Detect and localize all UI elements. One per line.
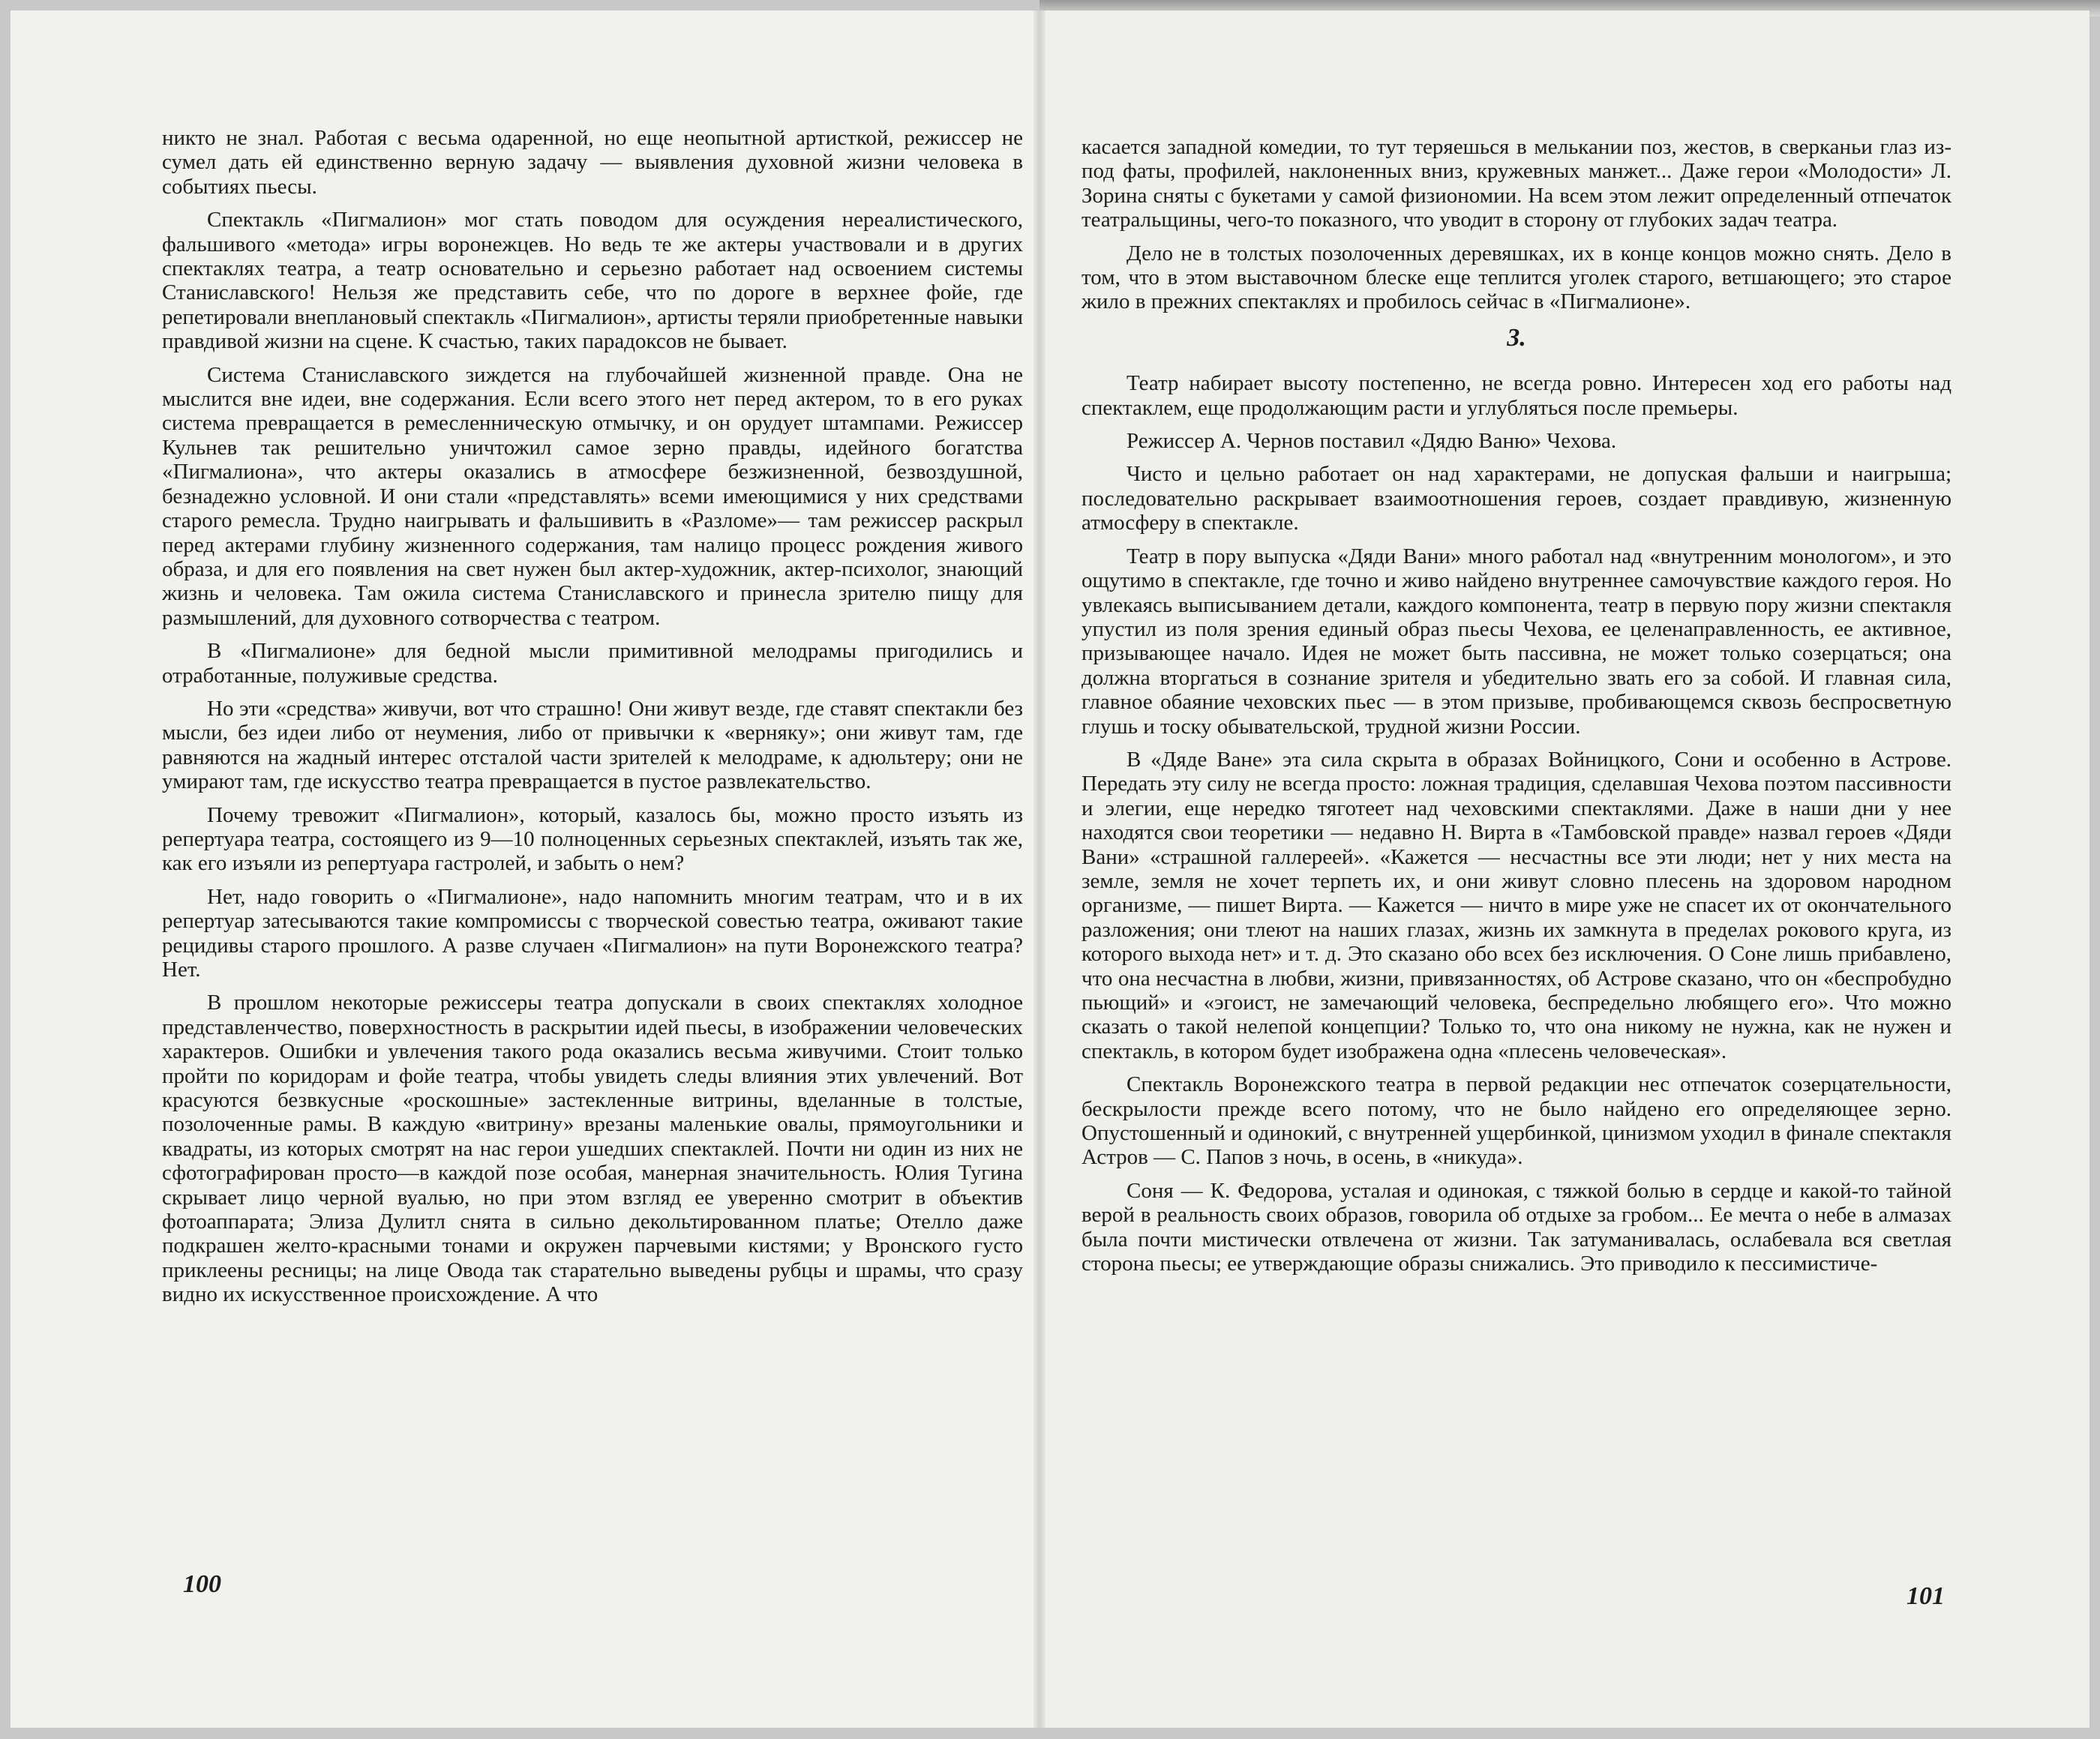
section-number: 3. [1507, 323, 1526, 352]
paragraph: Чисто и цельно работает он над характерами, не допуская фальши и наигрыша; последовательно раскрывает взаимоотношения героев, создает правдивую, жизненную атмосферу в спектакле. [1082, 462, 1952, 535]
paragraph: Дело не в толстых позолоченных деревяшках, их в конце концов можно снять. Дело в том, что в этом выставочном блеске еще теплится уголек старого, ветшающего; это старое жило в прежних спектаклях и пробилось сейчас в «Пигмалионе». [1082, 241, 1952, 314]
paragraph: Театр набирает высоту постепенно, не всегда ровно. Интересен ход его работы над спектаклем, еще продолжающим расти и углубляться после премьеры. [1082, 371, 1952, 420]
paragraph: касается западной комедии, то тут теряешься в мелькании поз, жестов, в сверканьи глаз из-под фаты, профилей, наклоненных вниз, кружевных манжет... Даже герои «Молодости» Л. Зорина сняты с букетами у самой физиономии. На всем этом лежит определенный отпечаток театральщины, чего-то показного, что уводит в сторону от глубоких задач театра. [1082, 135, 1952, 232]
paragraph: никто не знал. Работая с весьма одаренной, но еще неопытной артисткой, режиссер не сумел дать ей единственно верную задачу — выявления духовной жизни человека в событиях пьесы. [162, 126, 1023, 199]
page-number-left: 100 [183, 1570, 221, 1598]
book-gutter [1034, 10, 1046, 1728]
paragraph: В «Дяде Ване» эта сила скрыта в образах Войницкого, Сони и особенно в Астрове. Передать эту силу не всегда просто: ложная традиция, сделавшая Чехова поэтом пассивности и элегии, еще нередко тяготеет над чеховскими спектаклями. Даже в наши дни у нее находятся свои теоретики — недавно Н. Вирта в «Тамбовской правде» назвал героев «Дяди Вани» «страшной галлереей». «Кажется — несчастны все эти люди; нет у них места на земле, земля не хочет терпеть их, и они живут словно плесень на здоровом народном организме, — пишет Вирта. — Кажется — ничто в мире уже не спасет их от окончательного разложения; они тлеют на наших глазах, жизнь их замкнута в пределах рокового круга, из которого выхода нет» и т. д. Это сказано обо всех без исключения. О Соне лишь прибавлено, что она несчастна в любви, жизни, привязанностях, об Астрове сказано, что он «беспробудно пьющий» и «эгоист, не замечающий человека, беспредельно любящего его». Что можно сказать о такой нелепой концепции? Только то, что она никому не нужна, как не нужен и спектакль, в котором будет изображена одна «плесень человеческая». [1082, 747, 1952, 1063]
page-number-right: 101 [1906, 1582, 1945, 1610]
paragraph: В «Пигмалионе» для бедной мысли примитивной мелодрамы пригодились и отработанные, полуживые средства. [162, 639, 1023, 688]
paragraph: Театр в пору выпуска «Дяди Вани» много работал над «внутренним монологом», и это ощутимо в спектакле, где точно и живо найдено внутреннее самочувствие каждого героя. Но увлекаясь выписыванием детали, каждого компонента, театр в первую пору жизни спектакля упустил из поля зрения единый образ пьесы Чехова, ее целенаправленность, ее активное, призывающее начало. Идея не может быть пассивна, не может только созерцаться; она должна вторгаться в сознание зрителя и убедительно звать его за собой. И главная сила, главное обаяние чеховских пьес — в этом призыве, пробивающемся сквозь беспросветную глушь и тоску обывательской, трудной жизни России. [1082, 544, 1952, 739]
paragraph: Спектакль «Пигмалион» мог стать поводом для осуждения нереалистического, фальшивого «метода» игры воронежцев. Но ведь те же актеры участвовали и в других спектаклях театра, а театр основательно и серьезно работает над освоением системы Станиславского! Нельзя же представить себе, что по дороге в верхнее фойе, где репетировали внеплановый спектакль «Пигмалион», артисты теряли приобретенные навыки правдивой жизни на сцене. К счастью, таких парадоксов не бывает. [162, 208, 1023, 354]
paragraph: Система Станиславского зиждется на глубочайшей жизненной правде. Она не мыслится вне идеи, вне содержания. Если всего этого нет перед актером, то в его руках система превращается в ремесленническую отмычку, и он орудует штампами. Режиссер Кульнев так решительно уничтожил самое зерно правды, идейного богатства «Пигмалиона», что актеры оказались в атмосфере безжизненной, безвоздушной, безнадежно условной. И они стали «представлять» всеми имеющимися у них средствами старого ремесла. Трудно наигрывать и фальшивить в «Разломе»— там режиссер раскрыл перед актерами глубину жизненного содержания, там налицо процесс рождения живого образа, и для его появления на свет нужен был актер-художник, актер-психолог, знающий жизнь и человека. Там ожила система Станиславского и принесла зрителю пищу для размышлений, для духовного сотворчества с театром. [162, 362, 1023, 630]
paragraph: В прошлом некоторые режиссеры театра допускали в своих спектаклях холодное представленчество, поверхностность в раскрытии идей пьесы, в изображении человеческих характеров. Ошибки и увлечения такого рода оказались весьма живучими. Стоит только пройти по коридорам и фойе театра, чтобы увидеть следы влияния этих увлечений. Вот красуются безвкусные «роскошные» застекленные витрины, вделанные в толстые, позолоченные рамы. В каждую «витрину» врезаны маленькие овалы, прямоугольники и квадраты, из которых смотрят на нас герои ушедших спектаклей. Почти ни один из них не сфотографирован просто—в каждой позе особая, манерная значительность. Юлия Тугина скрывает лицо черной вуалью, но при этом взгляд ее уверенно смотрит в объектив фотоаппарата; Элиза Дулитл снята в сильно декольтированном платье; Отелло даже подкрашен желто-красными тонами и окружен парчевыми кистями; у Вронского густо приклеены ресницы; на лице Овода так старательно выведены рубцы и шрамы, что сразу видно их искусственное происхождение. А что [162, 991, 1023, 1307]
paragraph: Но эти «средства» живучи, вот что страшно! Они живут везде, где ставят спектакли без мысли, без идеи либо от неумения, либо от привычки к «верняку»; они живут там, где равняются на жадный интерес отсталой части зрителей к мелодраме, к адюльтеру; они не умирают там, где искусство театра превращается в пустое развлекательство. [162, 696, 1023, 794]
paragraph: Соня — К. Федорова, усталая и одинокая, с тяжкой болью в сердце и какой-то тайной верой в реальность своих образов, говорила об отдыхе за гробом... Ее мечта о небе в алмазах была почти мистически отвлечена от жизни. Так затуманивалась, ослабевала вся светлая сторона пьесы; ее утверждающие образы снижались. Это приводило к пессимистиче- [1082, 1178, 1952, 1276]
paragraph: Нет, надо говорить о «Пигмалионе», надо напомнить многим театрам, что и в их репертуар затесываются такие компромиссы с творческой совестью театра, оживают такие рецидивы старого прошлого. А разве случаен «Пигмалион» на пути Воронежского театра? Нет. [162, 884, 1023, 982]
left-page-text [162, 126, 1023, 1316]
right-page-text [1082, 135, 1952, 1285]
paragraph: Режиссер А. Чернов поставил «Дядю Ваню» Чехова. [1126, 429, 1617, 454]
paragraph: Почему тревожит «Пигмалион», который, казалось бы, можно просто изъять из репертуара театра, состоящего из 9—10 полноценных серьезных спектаклей, изъять так же, как его изъяли из репертуара гастролей, и забыть о нем? [162, 802, 1023, 876]
paragraph: Спектакль Воронежского театра в первой редакции нес отпечаток созерцательности, бескрылости прежде всего потому, что не было найдено его определяющее зерно. Опустошенный и одинокий, с внутренней ущербинкой, цинизмом уходил в финале спектакля Астров — С. Папов з ночь, в осень, в «никуда». [1082, 1072, 1952, 1170]
